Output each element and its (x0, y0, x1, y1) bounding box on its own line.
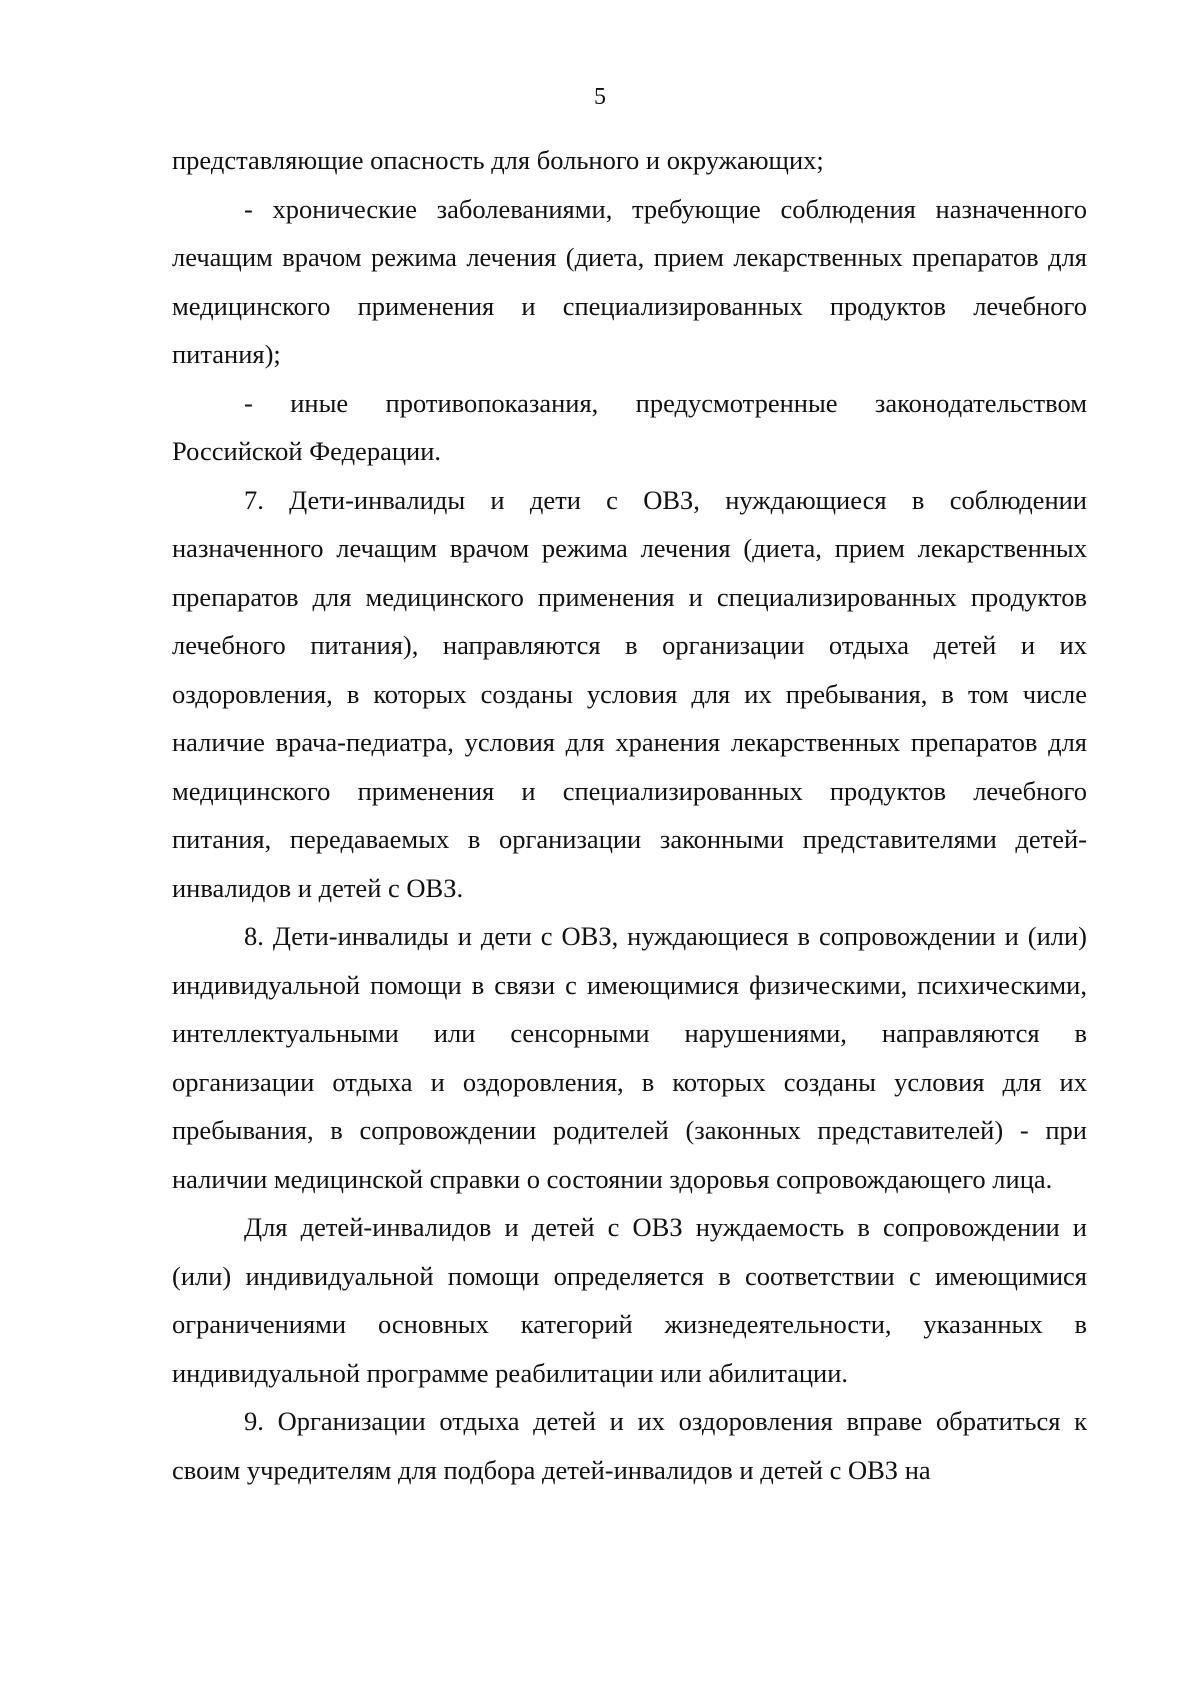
paragraph-item-9: 9. Организации отдыха детей и их оздоровления вправе обратиться к своим учредителям для подбора детей-инвалидов и детей с ОВЗ на (172, 1406, 1087, 1485)
paragraph-chronic-diseases: - хронические заболеваниями, требующие соблюдения назначенного лечащим врачом режима лечения (диета, прием лекарственных препаратов для медицинского применения и специализированных продуктов лечебного питания); (172, 193, 1087, 369)
paragraph-other-contraindications: - иные противопоказания, предусмотренные законодательством Российской Федерации. (172, 387, 1087, 466)
paragraph-need-assessment: Для детей-инвалидов и детей с ОВЗ нуждаемость в сопровождении и (или) индивидуальной помощи определяется в соответствии с имеющимися ограничениями основных категорий жизнедеятельности, указанных в индивидуальной программе реабилитации или абилитации. (172, 1212, 1087, 1388)
paragraph-item-8: 8. Дети-инвалиды и дети с ОВЗ, нуждающиеся в сопровождении и (или) индивидуальной помощи в связи с имеющимися физическими, психическими, интеллектуальными или сенсорными нарушениями, направляются в организации отдыха и оздоровления, в которых созданы условия для их пребывания, в сопровождении родителей (законных представителей) - при наличии медицинской справки о состоянии здоровья сопровождающего лица. (172, 921, 1087, 1194)
paragraph-continuation: представляющие опасность для больного и окружающих; (172, 145, 824, 175)
page-number: 5 (594, 84, 606, 110)
paragraph-item-7: 7. Дети-инвалиды и дети с ОВЗ, нуждающиеся в соблюдении назначенного лечащим врачом режима лечения (диета, прием лекарственных препаратов для медицинского применения и специализированных продуктов лечебного питания), направляются в организации отдыха детей и их оздоровления, в которых созданы условия для их пребывания, в том числе наличие врача-педиатра, условия для хранения лекарственных препаратов для медицинского применения и специализированных продуктов лечебного питания, передаваемых в организации законными представителями детей-инвалидов и детей с ОВЗ. (172, 484, 1087, 903)
document-body (172, 136, 1087, 1494)
